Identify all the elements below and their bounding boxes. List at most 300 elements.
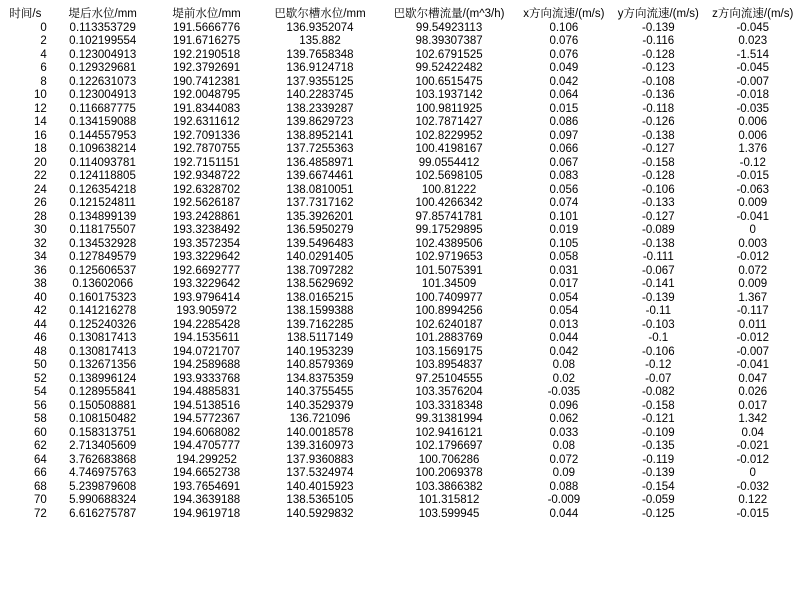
column-header-z-velocity: z方向流速/(m/s) xyxy=(712,8,794,20)
table-cell: 24 xyxy=(33,183,47,196)
table-cell: 5.990688324 xyxy=(69,494,137,506)
table-cell: 0.108150482 xyxy=(69,413,137,425)
table-cell: 0.113353729 xyxy=(69,21,136,34)
table-cell: 136.721096 xyxy=(289,413,351,425)
table-cell: 20 xyxy=(33,156,47,169)
table-cell: 0.044 xyxy=(549,507,579,520)
table-cell: 103.1569175 xyxy=(415,345,483,358)
table-cell: 12 xyxy=(33,102,47,115)
table-row xyxy=(0,400,800,414)
table-cell: -0.063 xyxy=(736,183,770,196)
table-cell: 0.125606537 xyxy=(69,264,137,277)
table-cell: 0.088 xyxy=(549,480,579,493)
table-cell: 136.9352074 xyxy=(286,21,354,34)
table-cell: -0.018 xyxy=(736,89,770,101)
table-cell: -0.089 xyxy=(641,224,675,236)
table-cell: 194.4885831 xyxy=(172,386,241,398)
table-cell: 193.3238492 xyxy=(172,224,241,236)
table-cell: 50 xyxy=(33,359,47,371)
table-cell: 102.6240187 xyxy=(415,318,483,331)
table-row xyxy=(0,116,800,130)
table-cell: 0.054 xyxy=(549,291,579,304)
table-cell: -0.133 xyxy=(641,197,675,209)
table-cell: 194.6652738 xyxy=(172,467,241,479)
table-row xyxy=(0,157,800,171)
table-cell: 194.4705777 xyxy=(172,440,241,452)
table-cell: 138.5629692 xyxy=(286,278,354,290)
table-cell: 140.0291405 xyxy=(286,251,354,263)
table-cell: 139.3160973 xyxy=(286,440,354,452)
table-cell: 0.064 xyxy=(549,89,579,101)
table-cell: 103.3576204 xyxy=(415,386,483,398)
table-cell: 140.2283745 xyxy=(286,89,354,101)
table-cell: 0.04 xyxy=(741,426,764,439)
table-cell: 193.9333768 xyxy=(172,372,241,385)
table-cell: 0.047 xyxy=(738,372,768,385)
table-cell: 100.4266342 xyxy=(415,197,483,209)
table-cell: 137.5324974 xyxy=(286,467,354,479)
table-cell: 0.011 xyxy=(738,318,767,331)
table-cell: 102.9719653 xyxy=(415,251,483,263)
table-cell: -0.139 xyxy=(641,291,675,304)
table-row xyxy=(0,305,800,319)
column-header-water-level-behind-dike: 堤后水位/mm xyxy=(68,8,137,20)
table-row xyxy=(0,184,800,198)
table-cell: 138.5117149 xyxy=(286,332,354,344)
table-cell: 99.31381994 xyxy=(415,413,483,425)
table-row xyxy=(0,386,800,400)
table-cell: 0.130817413 xyxy=(69,332,137,344)
table-cell: 1.376 xyxy=(738,143,768,155)
table-cell: 0.062 xyxy=(549,413,579,425)
table-cell: -0.021 xyxy=(736,440,770,452)
table-cell: 103.3866382 xyxy=(415,480,483,493)
table-cell: 190.7412381 xyxy=(172,75,241,88)
column-header-y-velocity: y方向流速/(m/s) xyxy=(617,8,699,20)
table-cell: 0.083 xyxy=(549,170,579,182)
table-row xyxy=(0,467,800,481)
table-cell: 0.116687775 xyxy=(69,102,136,115)
table-cell: 0.08 xyxy=(552,359,576,371)
table-cell: 32 xyxy=(33,237,47,250)
table-cell: 0.044 xyxy=(549,332,579,344)
table-cell: 192.7091336 xyxy=(172,129,241,142)
table-cell: 18 xyxy=(33,143,47,155)
table-cell: 0.122631073 xyxy=(69,75,137,88)
table-cell: 97.25104555 xyxy=(415,372,483,385)
table-cell: 101.5075391 xyxy=(415,264,483,277)
column-header-parshall-flume-level: 巴歇尔槽水位/mm xyxy=(274,8,366,20)
table-cell: 140.1953239 xyxy=(286,345,354,358)
table-cell: 0.123004913 xyxy=(69,89,137,101)
table-cell: 0.017 xyxy=(549,278,579,290)
table-cell: 194.0721707 xyxy=(172,345,241,358)
table-cell: -0.11 xyxy=(645,305,671,317)
table-cell: 192.6311612 xyxy=(173,116,240,128)
table-cell: -0.154 xyxy=(641,480,675,493)
table-cell: 192.2190518 xyxy=(172,48,241,61)
table-cell: 6.616275787 xyxy=(69,507,137,520)
table-cell: 64 xyxy=(33,453,47,466)
table-row xyxy=(0,251,800,265)
table-cell: 56 xyxy=(33,399,47,412)
column-header-water-level-front-dike: 堤前水位/mm xyxy=(172,8,241,20)
table-row xyxy=(0,427,800,441)
table-cell: 62 xyxy=(33,440,47,452)
table-cell: 0.134532928 xyxy=(69,237,137,250)
table-cell: 0.138996124 xyxy=(69,372,137,385)
table-cell: 102.9416121 xyxy=(415,426,483,439)
table-cell: 0.006 xyxy=(738,129,768,142)
table-cell: 0 xyxy=(40,21,47,34)
table-cell: 137.7317162 xyxy=(286,197,354,209)
table-cell: -0.015 xyxy=(736,507,770,520)
table-cell: -0.12 xyxy=(645,359,672,371)
table-cell: -0.141 xyxy=(641,278,675,290)
table-cell: -0.119 xyxy=(642,453,675,466)
table-cell: -0.139 xyxy=(641,467,675,479)
table-cell: -0.12 xyxy=(739,156,766,169)
table-cell: 4 xyxy=(40,48,47,61)
table-cell: -0.117 xyxy=(736,305,769,317)
table-row xyxy=(0,49,800,63)
table-cell: 0.031 xyxy=(549,264,579,277)
table-row xyxy=(0,278,800,292)
table-row xyxy=(0,35,800,49)
table-cell: 0.160175323 xyxy=(69,291,137,304)
table-row xyxy=(0,481,800,495)
table-cell: 0.056 xyxy=(549,183,579,196)
table-cell: 0.019 xyxy=(549,224,579,236)
table-cell: 139.5496483 xyxy=(286,237,354,250)
table-cell: 5.239879608 xyxy=(69,480,137,493)
table-cell: 0.097 xyxy=(549,129,579,142)
table-cell: 101.315812 xyxy=(418,494,480,506)
table-row xyxy=(0,103,800,117)
table-cell: 140.5929832 xyxy=(286,507,354,520)
table-cell: 0.026 xyxy=(738,386,768,398)
table-cell: 194.6068082 xyxy=(172,426,241,439)
table-cell: -0.012 xyxy=(736,453,770,466)
column-header-time: 时间/s xyxy=(9,8,42,20)
table-cell: 100.6515475 xyxy=(415,75,483,88)
table-body xyxy=(0,22,800,522)
table-cell: 97.85741781 xyxy=(415,210,483,223)
table-cell: 52 xyxy=(33,372,47,385)
table-cell: 0.134899139 xyxy=(69,210,137,223)
table-cell: 0.058 xyxy=(549,251,579,263)
table-cell: 136.9124718 xyxy=(286,62,354,74)
table-cell: 193.3229642 xyxy=(172,251,241,263)
table-cell: 16 xyxy=(33,129,47,142)
table-row xyxy=(0,413,800,427)
table-cell: 46 xyxy=(33,332,47,344)
table-cell: 192.5626187 xyxy=(172,197,241,209)
table-cell: 191.5666776 xyxy=(172,21,241,34)
table-cell: -0.103 xyxy=(641,318,675,331)
table-cell: 0.076 xyxy=(549,48,579,61)
table-cell: 58 xyxy=(33,413,47,425)
table-cell: -0.128 xyxy=(641,48,675,61)
table-cell: 0.109638214 xyxy=(69,143,137,155)
table-cell: 66 xyxy=(33,467,47,479)
table-cell: -0.106 xyxy=(641,183,675,196)
table-cell: 30 xyxy=(33,224,47,236)
table-cell: 0.009 xyxy=(738,278,768,290)
table-cell: 103.3318348 xyxy=(415,399,483,412)
table-cell: -0.032 xyxy=(736,480,770,493)
table-cell: 0.150508881 xyxy=(69,399,137,412)
column-header-parshall-flume-flow: 巴歇尔槽流量/(m^3/h) xyxy=(393,8,505,20)
table-cell: -0.009 xyxy=(547,494,581,506)
table-cell: 140.3529379 xyxy=(286,399,354,412)
table-cell: 6 xyxy=(40,62,47,74)
table-cell: 138.0165215 xyxy=(286,291,354,304)
table-cell: 138.0810051 xyxy=(286,183,354,196)
table-row xyxy=(0,238,800,252)
table-cell: 194.5772367 xyxy=(172,413,241,425)
table-cell: 44 xyxy=(33,318,47,331)
table-cell: 194.2285428 xyxy=(172,318,241,331)
table-cell: 26 xyxy=(33,197,47,209)
table-row xyxy=(0,346,800,360)
table-cell: 3.762683868 xyxy=(69,453,137,466)
table-cell: 14 xyxy=(33,116,47,128)
table-cell: -0.106 xyxy=(641,345,675,358)
table-cell: 0.125240326 xyxy=(69,318,137,331)
table-cell: 139.7658348 xyxy=(286,48,354,61)
table-cell: 0.141216278 xyxy=(69,305,137,317)
table-cell: 194.2589688 xyxy=(172,359,241,371)
table-cell: 99.17529895 xyxy=(415,224,483,236)
table-cell: 101.34509 xyxy=(421,278,477,290)
table-cell: 0.09 xyxy=(552,467,576,479)
table-cell: 102.8229952 xyxy=(415,129,483,142)
table-cell: 42 xyxy=(33,305,47,317)
table-cell: 8 xyxy=(40,75,47,88)
table-cell: 137.9360883 xyxy=(286,453,354,466)
table-cell: 192.6692777 xyxy=(172,264,241,277)
table-cell: 192.3792691 xyxy=(172,62,241,74)
table-cell: 140.0018578 xyxy=(286,426,354,439)
table-row xyxy=(0,292,800,306)
table-cell: 2.713405609 xyxy=(69,440,137,452)
table-cell: -0.127 xyxy=(641,210,675,223)
table-cell: 192.7870755 xyxy=(172,143,241,155)
table-cell: -0.118 xyxy=(642,102,675,115)
table-cell: -0.136 xyxy=(641,89,675,101)
table-cell: 0 xyxy=(749,224,756,236)
table-cell: 0.072 xyxy=(738,264,768,277)
table-cell: 193.905972 xyxy=(176,305,237,317)
table-cell: 0.106 xyxy=(549,21,579,34)
table-row xyxy=(0,170,800,184)
table-row xyxy=(0,211,800,225)
table-cell: 136.4858971 xyxy=(286,156,354,169)
table-cell: 34 xyxy=(33,251,47,263)
table-cell: 54 xyxy=(33,386,47,398)
table-cell: 139.8629723 xyxy=(286,116,354,128)
table-cell: 10 xyxy=(33,89,47,101)
table-cell: 0.123004913 xyxy=(69,48,137,61)
table-cell: 0.129329681 xyxy=(69,62,137,74)
table-cell: -0.128 xyxy=(641,170,675,182)
table-row xyxy=(0,130,800,144)
table-cell: 102.7871427 xyxy=(415,116,483,128)
table-cell: 193.3229642 xyxy=(172,278,241,290)
table-row xyxy=(0,22,800,36)
table-cell: 0.015 xyxy=(549,102,579,115)
table-cell: -0.035 xyxy=(547,386,581,398)
table-cell: 192.7151151 xyxy=(173,156,240,169)
table-cell: 138.1599388 xyxy=(286,305,354,317)
table-cell: 138.8952141 xyxy=(286,129,354,142)
table-row xyxy=(0,143,800,157)
table-cell: -0.158 xyxy=(641,399,675,412)
table-cell: -0.012 xyxy=(736,332,770,344)
table-cell: 100.9811925 xyxy=(415,102,483,115)
table-row xyxy=(0,89,800,103)
table-cell: 70 xyxy=(33,494,47,506)
table-cell: -0.012 xyxy=(736,251,770,263)
table-row xyxy=(0,440,800,454)
table-cell: 140.8579369 xyxy=(286,359,354,371)
table-cell: 0.042 xyxy=(549,345,579,358)
table-cell: 140.3755455 xyxy=(286,386,354,398)
table-cell: -0.111 xyxy=(642,251,674,263)
table-cell: 0.02 xyxy=(552,372,576,385)
table-cell: 100.4198167 xyxy=(415,143,483,155)
table-cell: 103.599945 xyxy=(418,507,480,520)
table-cell: 99.0554412 xyxy=(418,156,480,169)
table-cell: 0.042 xyxy=(549,75,579,88)
table-cell: 103.8954837 xyxy=(415,359,483,371)
table-cell: 191.6716275 xyxy=(172,35,241,47)
table-cell: 137.9355125 xyxy=(286,75,354,88)
table-cell: -0.139 xyxy=(641,21,675,34)
table-cell: 0.158313751 xyxy=(69,426,137,439)
table-cell: 0.127849579 xyxy=(69,251,137,263)
table-cell: 194.9619718 xyxy=(172,507,241,520)
table-cell: 140.4015923 xyxy=(286,480,354,493)
table-cell: -0.123 xyxy=(641,62,675,74)
table-row xyxy=(0,76,800,90)
table-row xyxy=(0,319,800,333)
table-row xyxy=(0,359,800,373)
table-cell: 0.132671356 xyxy=(69,359,137,371)
table-cell: 0.066 xyxy=(549,143,579,155)
table-cell: 0.076 xyxy=(549,35,579,47)
table-cell: 194.299252 xyxy=(176,453,237,466)
table-cell: -0.035 xyxy=(736,102,770,115)
table-row xyxy=(0,332,800,346)
table-cell: 103.1937142 xyxy=(415,89,483,101)
table-cell: -0.135 xyxy=(641,440,675,452)
table-cell: 0.118175507 xyxy=(69,224,136,236)
table-cell: 137.7255363 xyxy=(286,143,354,155)
table-cell: 1.342 xyxy=(738,413,768,425)
table-cell: 0.124118805 xyxy=(69,170,136,182)
table-cell: 72 xyxy=(33,507,47,520)
table-cell: 0 xyxy=(749,467,756,479)
table-cell: 0.006 xyxy=(738,116,768,128)
table-cell: 0.134159088 xyxy=(69,116,137,128)
table-row xyxy=(0,224,800,238)
table-cell: 0.067 xyxy=(549,156,579,169)
table-cell: 0.128955841 xyxy=(69,386,137,398)
table-cell: 0.086 xyxy=(549,116,579,128)
table-cell: 0.033 xyxy=(549,426,579,439)
table-cell: -0.045 xyxy=(736,62,770,74)
table-row xyxy=(0,454,800,468)
table-cell: -0.138 xyxy=(641,129,675,142)
table-cell: 192.0048795 xyxy=(172,89,241,101)
table-cell: -0.121 xyxy=(641,413,675,425)
table-cell: -0.041 xyxy=(736,210,770,223)
table-cell: 138.7097282 xyxy=(286,264,354,277)
table-cell: 136.5950279 xyxy=(286,224,354,236)
table-cell: 192.9348722 xyxy=(172,170,241,182)
table-cell: 68 xyxy=(33,480,47,493)
table-cell: -0.108 xyxy=(641,75,675,88)
table-cell: -0.007 xyxy=(736,75,770,88)
table-cell: 100.7409977 xyxy=(415,291,483,304)
table-cell: 139.6674461 xyxy=(286,170,354,182)
table-cell: 0.122 xyxy=(738,494,768,506)
table-cell: 194.5138516 xyxy=(172,399,241,412)
table-cell: 193.9796414 xyxy=(172,291,241,304)
table-cell: -0.007 xyxy=(736,345,770,358)
table-cell: -0.109 xyxy=(641,426,675,439)
table-row xyxy=(0,265,800,279)
table-cell: 2 xyxy=(40,35,47,47)
table-cell: 0.144557953 xyxy=(69,129,137,142)
table-cell: 100.81222 xyxy=(421,183,477,196)
table-cell: -0.125 xyxy=(641,507,675,520)
table-cell: 0.102199554 xyxy=(69,35,137,47)
table-cell: -0.158 xyxy=(641,156,675,169)
table-cell: 0.105 xyxy=(549,237,579,250)
table-cell: 22 xyxy=(33,170,47,182)
table-cell: 0.126354218 xyxy=(69,183,137,196)
table-cell: 48 xyxy=(33,345,47,358)
table-cell: 0.096 xyxy=(549,399,579,412)
data-table xyxy=(0,8,800,521)
table-cell: 0.101 xyxy=(549,210,579,223)
table-cell: -0.059 xyxy=(641,494,675,506)
table-cell: 98.39307387 xyxy=(415,35,483,47)
table-cell: 0.003 xyxy=(738,237,768,250)
table-cell: 40 xyxy=(33,291,47,304)
table-row xyxy=(0,197,800,211)
table-cell: 0.13602066 xyxy=(72,278,134,290)
table-cell: 193.2428861 xyxy=(172,210,241,223)
table-header-row xyxy=(0,8,800,22)
table-cell: 0.023 xyxy=(738,35,768,47)
table-cell: -0.015 xyxy=(736,170,770,182)
table-cell: -0.1 xyxy=(648,332,669,344)
table-cell: -0.067 xyxy=(641,264,675,277)
table-cell: 194.3639188 xyxy=(172,494,241,506)
table-cell: 135.882 xyxy=(299,35,341,47)
table-cell: 102.6791525 xyxy=(415,48,483,61)
table-cell: 135.3926201 xyxy=(286,210,354,223)
column-header-x-velocity: x方向流速/(m/s) xyxy=(523,8,605,20)
table-cell: -0.082 xyxy=(641,386,675,398)
table-cell: 0.009 xyxy=(738,197,768,209)
table-cell: -0.127 xyxy=(641,143,675,155)
table-cell: 102.4389506 xyxy=(415,237,483,250)
